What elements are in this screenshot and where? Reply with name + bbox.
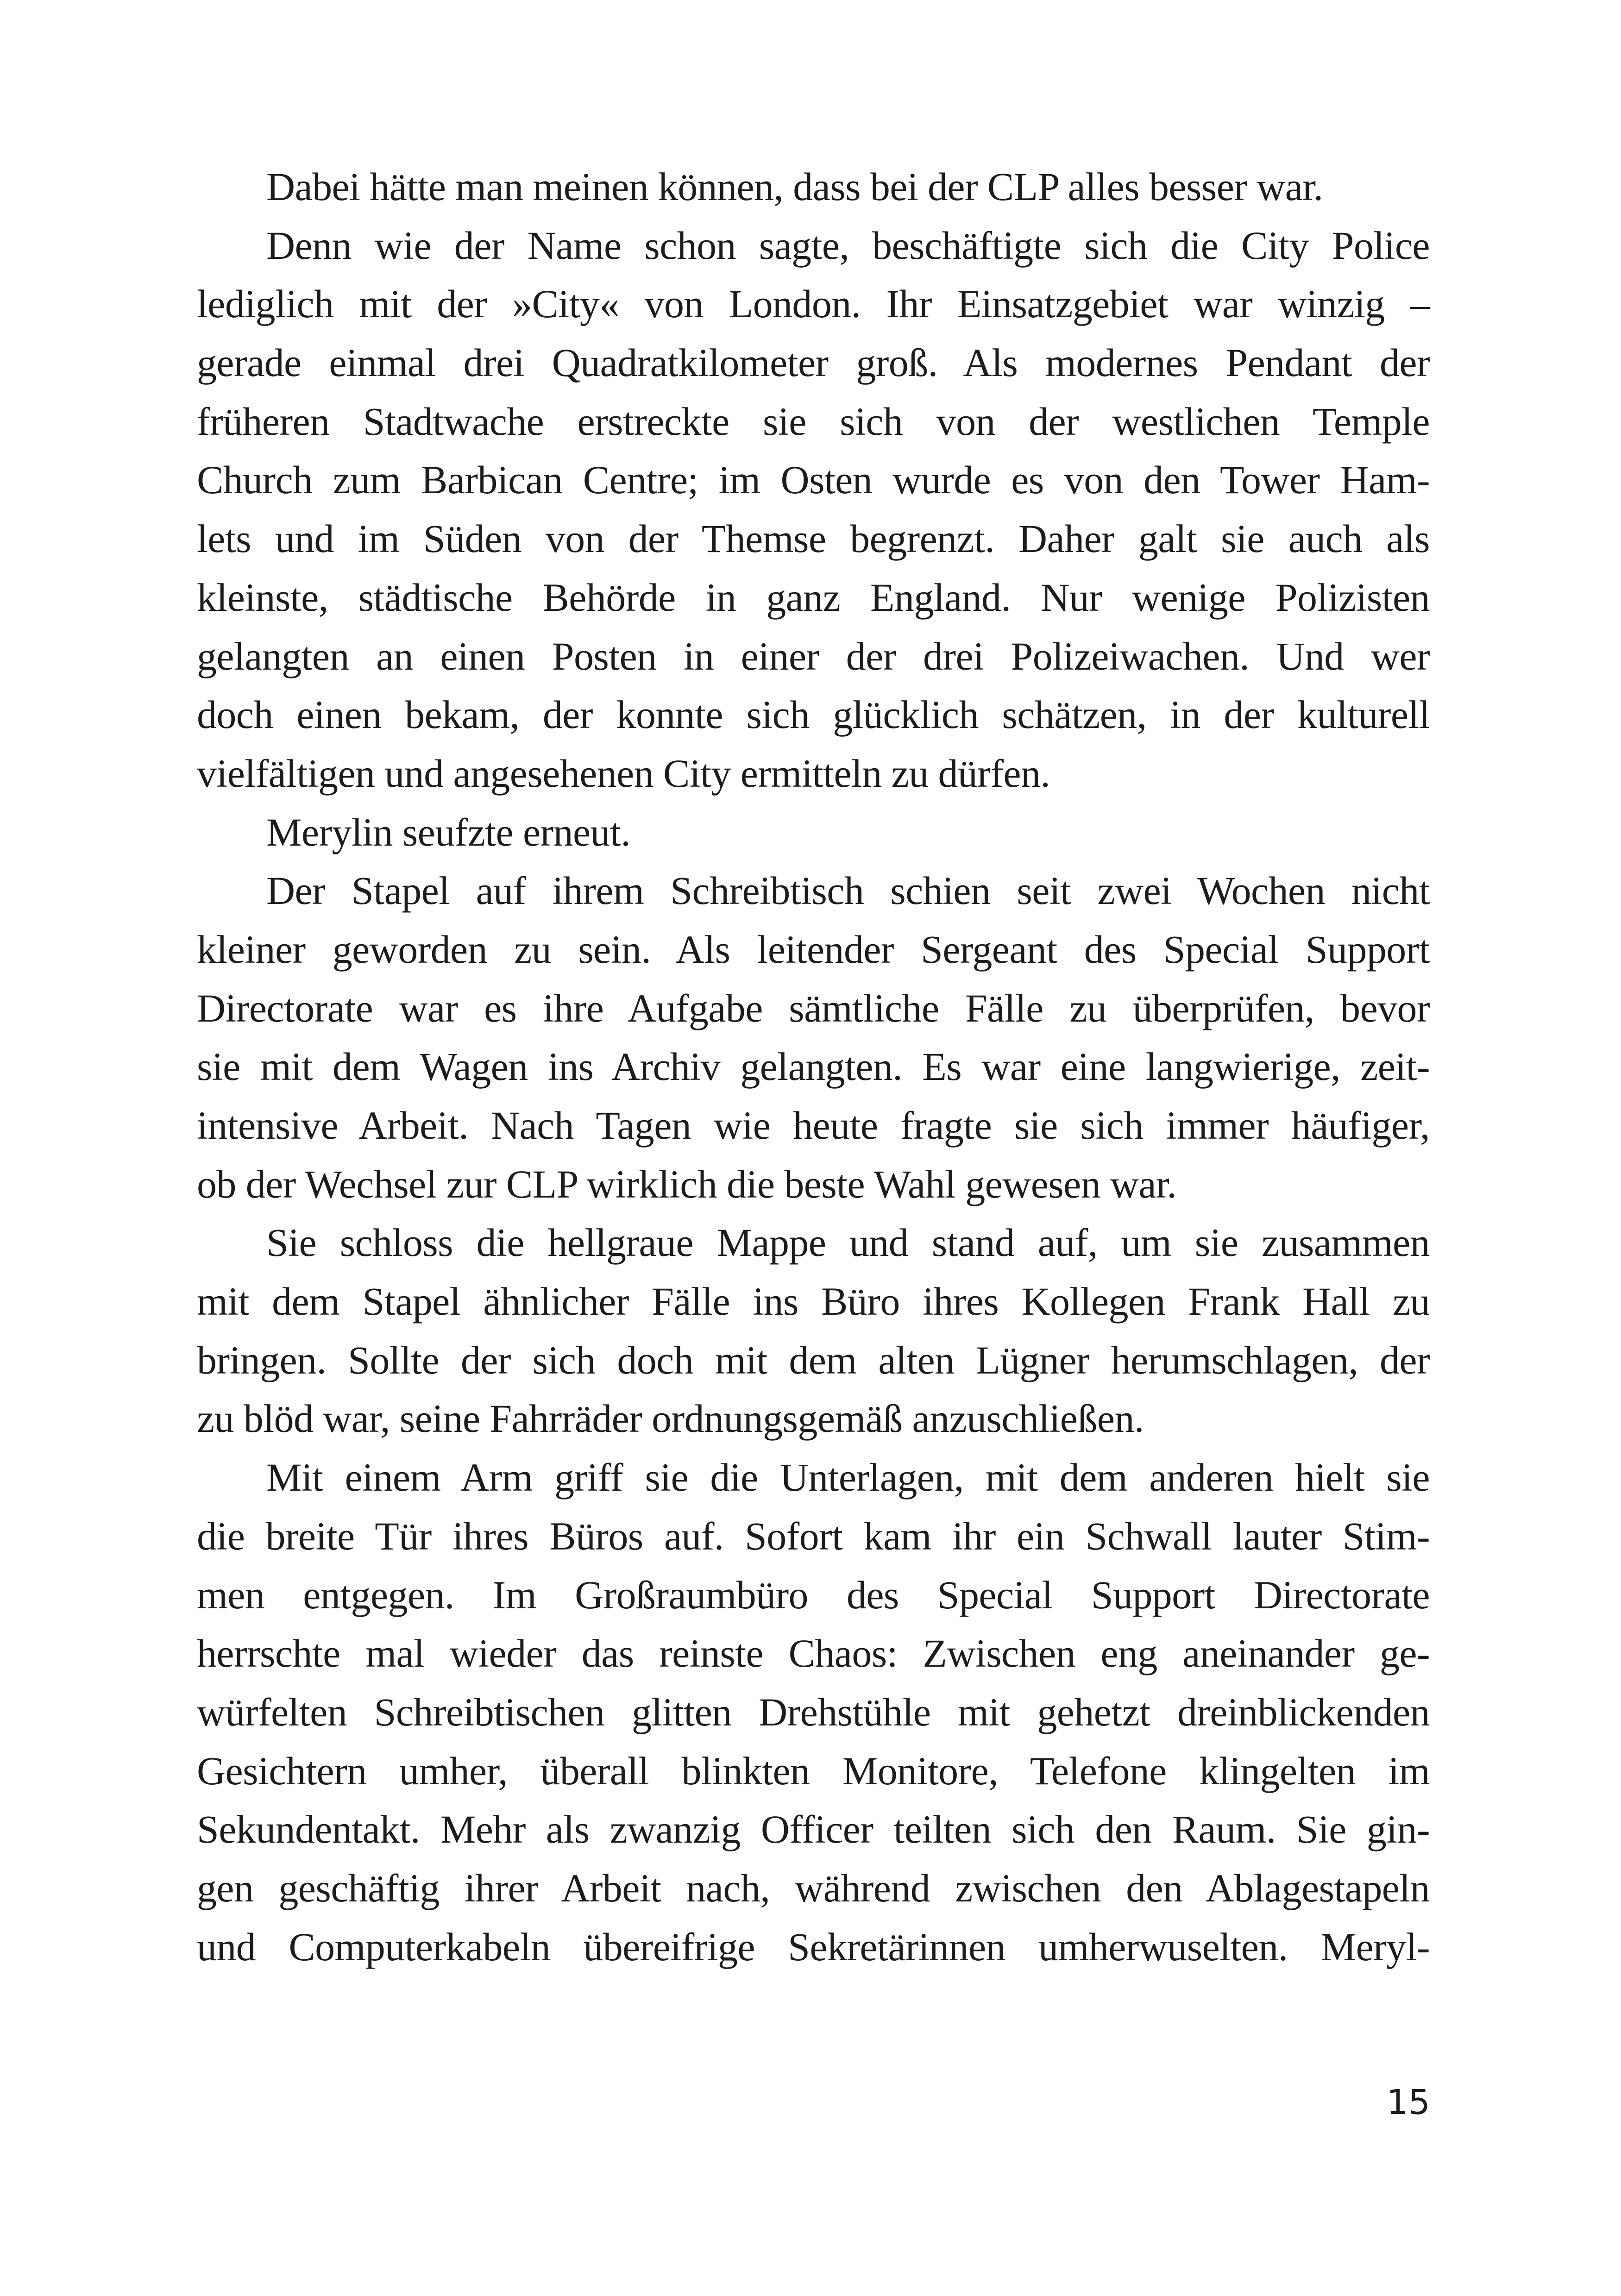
text-line: Sekundentakt. Mehr als zwanzig Officer teilten sich den Raum. Sie gin- [197,1807,1430,1852]
text-line: Mit einem Arm griff sie die Unterlagen, mit dem anderen hielt sie [266,1455,1430,1500]
text-line: Denn wie der Name schon sagte, beschäftigte sich die City Police [266,223,1430,268]
text-line: Merylin seufzte erneut. [266,809,631,854]
text-line: vielfältigen und angesehenen City ermitteln zu dürfen. [197,751,1050,796]
text-line: lediglich mit der »City« von London. Ihr Einsatzgebiet war winzig – [197,282,1430,326]
text-line: doch einen bekam, der konnte sich glücklich schätzen, in der kulturell [197,692,1430,737]
text-line: die breite Tür ihres Büros auf. Sofort kam ihr ein Schwall lauter Stim- [197,1513,1430,1558]
text-line: Der Stapel auf ihrem Schreibtisch schien seit zwei Wochen nicht [266,868,1430,913]
text-line: kleinste, städtische Behörde in ganz England. Nur wenige Polizisten [197,575,1430,620]
text-line: bringen. Sollte der sich doch mit dem alten Lügner herumschlagen, der [197,1337,1430,1382]
text-line: würfelten Schreibtischen glitten Drehstühle mit gehetzt dreinblickenden [197,1689,1430,1734]
text-line: gerade einmal drei Quadratkilometer groß. Als modernes Pendant der [197,340,1430,385]
text-line: früheren Stadtwache erstreckte sie sich von der westlichen Temple [197,399,1430,444]
text-line: intensive Arbeit. Nach Tagen wie heute fragte sie sich immer häufiger, [197,1103,1430,1148]
text-line: kleiner geworden zu sein. Als leitender Sergeant des Special Support [197,927,1430,972]
text-line: mit dem Stapel ähnlicher Fälle ins Büro ihres Kollegen Frank Hall zu [197,1279,1430,1324]
text-line: Sie schloss die hellgraue Mappe und stand auf, um sie zusammen [266,1220,1430,1265]
text-line: Church zum Barbican Centre; im Osten wurde es von den Tower Ham- [197,458,1430,502]
text-line: zu blöd war, seine Fahrräder ordnungsgemäß anzuschließen. [197,1396,1144,1441]
text-line: und Computerkabeln übereifrige Sekretärinnen umherwuselten. Meryl- [197,1924,1430,1969]
text-line: men entgegen. Im Großraumbüro des Special Support Directorate [197,1572,1430,1617]
text-line: herrschte mal wieder das reinste Chaos: Zwischen eng aneinander ge- [197,1631,1430,1676]
page-number: 15 [1386,2083,1430,2122]
text-line: lets und im Süden von der Themse begrenzt. Daher galt sie auch als [197,516,1430,561]
text-line: ob der Wechsel zur CLP wirklich die beste Wahl gewesen war. [197,1161,1177,1206]
text-line: Directorate war es ihre Aufgabe sämtliche Fälle zu überprüfen, bevor [197,985,1430,1030]
text-line: gen geschäftig ihrer Arbeit nach, während zwischen den Ablagestapeln [197,1865,1430,1910]
body-text [197,157,1430,1976]
text-line: Dabei hätte man meinen können, dass bei der CLP alles besser war. [266,164,1323,209]
text-line: sie mit dem Wagen ins Archiv gelangten. Es war eine langwierige, zeit- [197,1044,1430,1089]
text-line: gelangten an einen Posten in einer der drei Polizeiwachen. Und wer [197,634,1430,678]
text-line: Gesichtern umher, überall blinkten Monitore, Telefone klingelten im [197,1748,1430,1793]
